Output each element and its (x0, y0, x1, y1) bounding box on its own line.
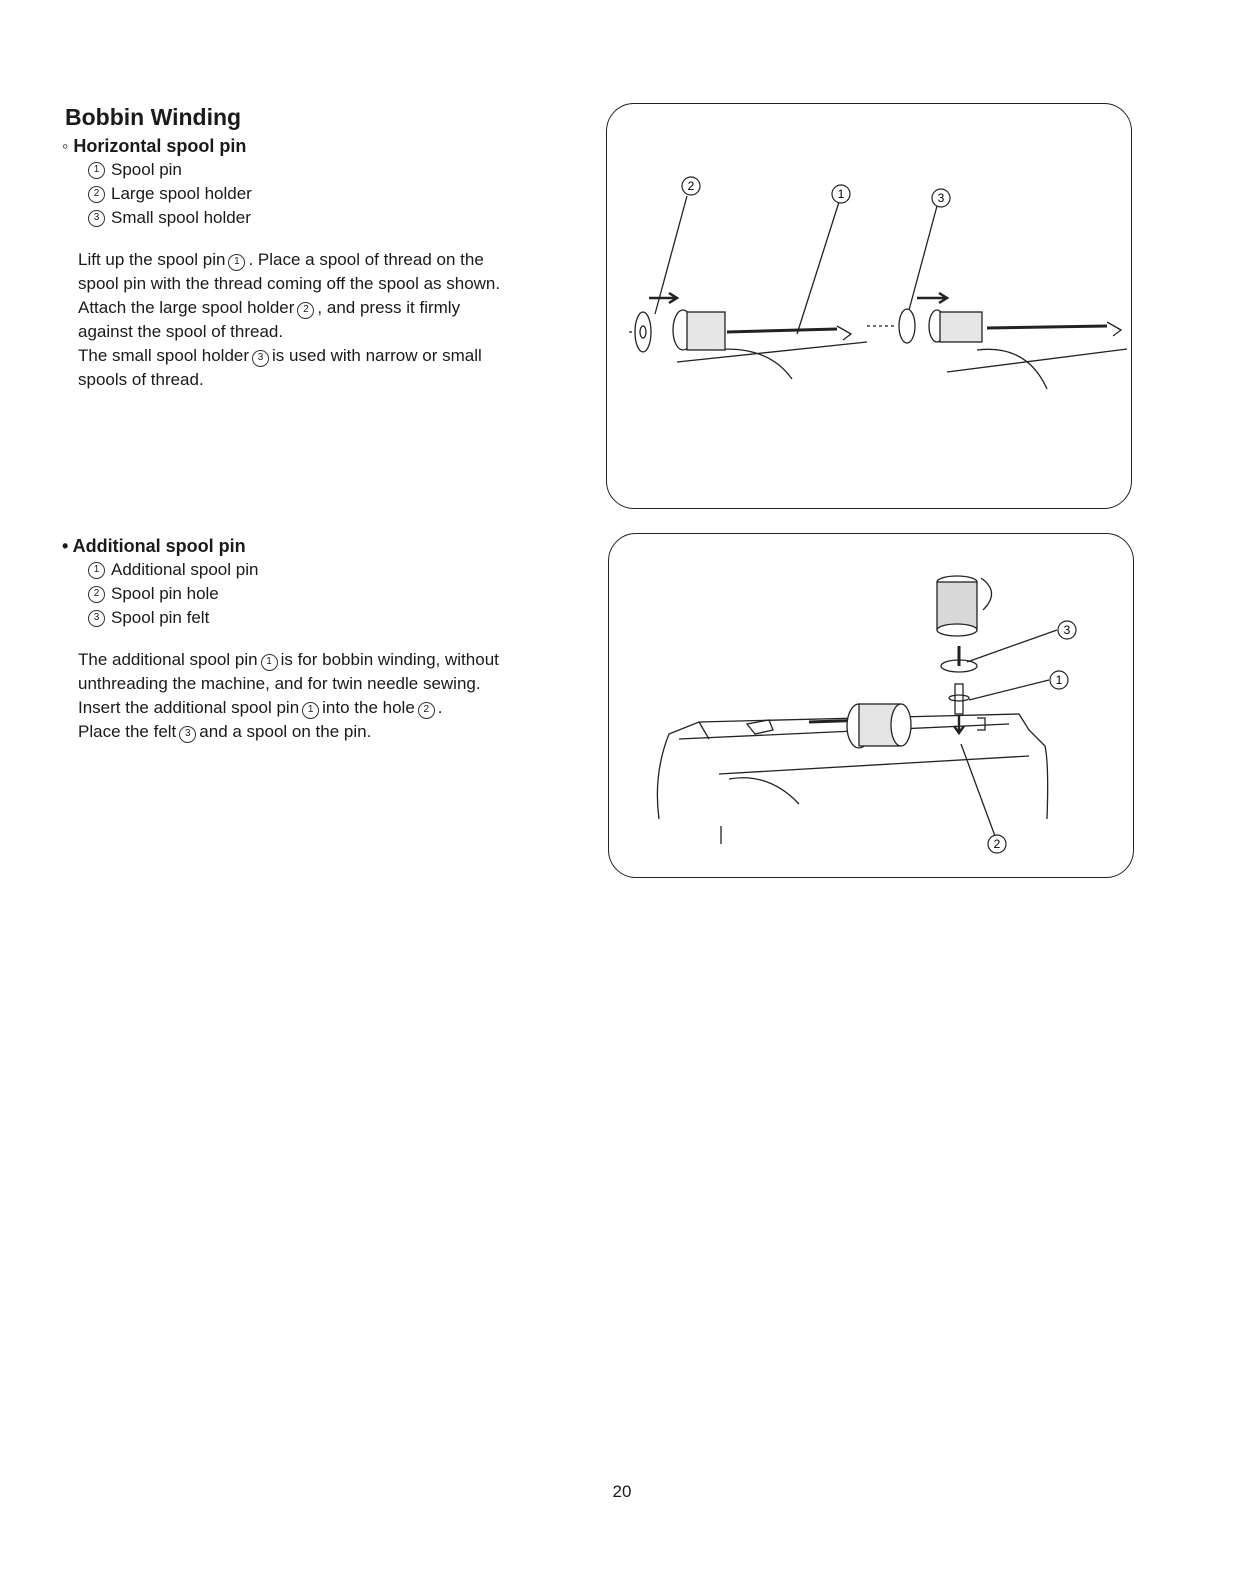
instruction-line: spool pin with the thread coming off the spool as shown. (78, 274, 501, 293)
instruction-line (78, 720, 582, 744)
parts-list-item (88, 558, 582, 582)
parts-list-item (88, 206, 582, 230)
horizontal-spool-pin-heading: ◦ Horizontal spool pin (62, 136, 247, 156)
part-number-badge: 1 (228, 254, 245, 271)
arrow-icon (649, 293, 677, 303)
instruction-text: is used with narrow or small (272, 346, 482, 365)
part-label: Large spool holder (111, 184, 252, 203)
instruction-line (78, 296, 582, 320)
additional-spool-pin-illustration (608, 533, 1134, 878)
callout-number: 3 (937, 191, 945, 205)
spool-pin (727, 329, 837, 332)
callout-leader (969, 680, 1049, 700)
part-number-badge: 3 (88, 210, 105, 227)
part-number-badge: 2 (88, 186, 105, 203)
part-number-badge: 1 (88, 162, 105, 179)
part-label: Spool pin (111, 160, 182, 179)
instruction-text: . Place a spool of thread on the (248, 250, 484, 269)
part-label: Additional spool pin (111, 560, 259, 579)
instruction-text: Place the felt (78, 722, 177, 741)
instruction-text: Lift up the spool pin (78, 250, 226, 269)
instruction-text: Insert the additional spool pin (78, 698, 300, 717)
callout-number: 1 (1055, 673, 1063, 687)
part-label: Spool pin hole (111, 584, 219, 603)
parts-list-item (88, 158, 582, 182)
callout-number: 1 (837, 187, 845, 201)
parts-list-item (88, 182, 582, 206)
machine-top-diagram (609, 534, 1133, 877)
additional-spool-pin-heading: • Additional spool pin (62, 536, 246, 556)
instruction-line (78, 248, 582, 272)
part-label: Small spool holder (111, 208, 251, 227)
horizontal-spool-pin-illustration (606, 103, 1132, 509)
horizontal-spool-pin-section (62, 134, 582, 392)
instruction-text: The additional spool pin (78, 650, 258, 669)
callout-leader (909, 206, 937, 310)
instruction-line: unthreading the machine, and for twin needle sewing. (78, 674, 481, 693)
page-number: 20 (612, 1482, 632, 1501)
spool-diagram (607, 104, 1131, 508)
horizontal-parts-list (62, 158, 582, 230)
callout-number: 2 (993, 837, 1001, 851)
callout-number: 3 (1063, 623, 1071, 637)
instruction-text: and a spool on the pin. (199, 722, 372, 741)
part-number-badge: 1 (302, 702, 319, 719)
instruction-text: , and press it firmly (317, 298, 461, 317)
additional-instructions (78, 648, 582, 744)
instruction-text: is for bobbin winding, without (280, 650, 499, 669)
parts-list-item (88, 606, 582, 630)
part-number-badge: 3 (252, 350, 269, 367)
instruction-line (78, 648, 582, 672)
page-title: Bobbin Winding (65, 104, 242, 130)
small-spool-holder (899, 309, 915, 343)
instruction-line (78, 344, 582, 368)
additional-spool-pin-section (62, 534, 582, 744)
part-label: Spool pin felt (111, 608, 210, 627)
arrow-icon (917, 293, 947, 303)
callout-number: 2 (687, 179, 695, 193)
additional-parts-list (62, 558, 582, 630)
callout-leader (655, 196, 687, 314)
parts-list-item (88, 582, 582, 606)
callout-leader (967, 630, 1057, 662)
part-number-badge: 2 (88, 586, 105, 603)
part-number-badge: 2 (297, 302, 314, 319)
part-number-badge: 3 (179, 726, 196, 743)
part-number-badge: 3 (88, 610, 105, 627)
additional-spool-pin (955, 684, 963, 714)
arrow-down-icon (954, 716, 964, 733)
instruction-line: against the spool of thread. (78, 322, 284, 341)
large-spool-holder (635, 312, 651, 352)
instruction-line (78, 696, 582, 720)
part-number-badge: 1 (88, 562, 105, 579)
part-number-badge: 1 (261, 654, 278, 671)
instruction-line: spools of thread. (78, 370, 204, 389)
horizontal-instructions (78, 248, 582, 392)
instruction-text: . (437, 698, 443, 717)
instruction-text: The small spool holder (78, 346, 250, 365)
part-number-badge: 2 (418, 702, 435, 719)
instruction-text: Attach the large spool holder (78, 298, 295, 317)
callout-leader (797, 202, 839, 334)
instruction-text: into the hole (322, 698, 415, 717)
